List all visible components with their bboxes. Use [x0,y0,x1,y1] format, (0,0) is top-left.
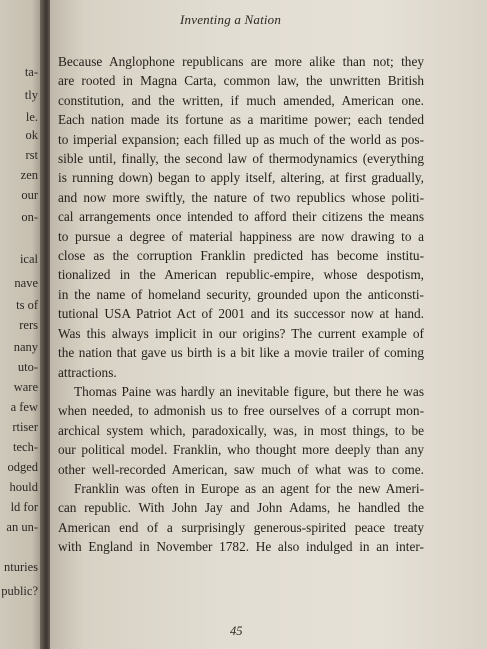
page-number: 45 [230,624,243,638]
text-line: American end of a surprisingly generous-spirited peace treaty [58,519,424,535]
left-page-fragment: on- [21,210,38,224]
left-page-fragment: nany [13,340,38,354]
left-page-fragment: public? [1,584,38,598]
text-line: and now more swiftly, the nature of two republics whose politi- [58,189,424,205]
left-page-fragment: ical [19,252,38,266]
text-line: with England in November 1782. He also indulged in an inter- [58,539,424,555]
text-line: constitution, and the written, if much amended, American one. [58,92,424,108]
text-line: the nation that gave us birth is a bit like a movie trailer of coming [58,345,424,361]
left-page-fragment: uto- [17,360,38,374]
text-line: can republic. With John Jay and John Adams, he handled the [58,500,424,516]
left-page-fragment: le. [25,110,38,124]
text-line: attractions. [58,364,117,380]
text-line: archical system which, paradoxically, was, in most things, to be [58,422,424,438]
text-line: close as the corruption Franklin predicted has become institu- [58,248,424,264]
text-line: Because Anglophone republicans are more alike than not; they [58,54,424,69]
left-page-fragment: nave [14,276,38,290]
left-page-fragment: zen [20,168,38,182]
left-page-fragment: hould [9,480,38,494]
body-text [58,52,424,557]
text-line: Was this always implicit in our origins? The current example of [58,325,424,341]
left-page-fragment: rtiser [12,420,38,434]
left-page-fragment: rst [25,148,38,162]
left-page-fragment: ware [13,380,38,394]
text-line: tionalized in the American republic-empire, whose despotism, [58,267,424,283]
text-line: cal arrangements once intended to afford their citizens the means [58,209,424,225]
right-page [50,0,487,649]
left-page-fragment: odged [7,460,38,474]
text-line: to imperial expansion; each filled up as much of the world as pos- [58,131,424,147]
text-line: is running down) began to apply itself, altering, at first gradually, [58,170,424,186]
left-page-fragment: a few [10,400,38,414]
text-line: other well-recorded American, saw much of what was to come. [58,461,424,477]
left-page-fragment: rers [19,318,38,332]
left-page-fragment: ld for [10,500,38,514]
text-line: are rooted in Magna Carta, common law, the unwritten British [58,73,424,89]
left-page-fragment: our [21,188,38,202]
left-page-fragment: ta- [24,65,38,79]
left-page-fragment: nturies [3,560,38,574]
text-line: Franklin was often in Europe as an agent for the new Ameri- [74,480,424,496]
text-line: Thomas Paine was hardly an inevitable figure, but there he was [74,383,424,399]
running-head: Inventing a Nation [180,12,282,27]
text-line: Each nation made its fortune as a maritime power; each tended [58,112,424,128]
left-page-fragment: ok [25,128,38,142]
text-line: sible until, finally, the second law of thermodynamics (everything [58,151,424,167]
left-page-fragment: tech- [13,440,38,454]
text-line: to pursue a degree of material happiness are now drawing to a [58,228,424,244]
text-line: tutional USA Patriot Act of 2001 and its successor now at hand. [58,306,424,322]
left-page-fragment: an un- [6,520,38,534]
left-page-fragment: tly [24,88,38,102]
left-page-fragment: ts of [16,298,38,312]
text-line: when needed, to admonish us to free ourselves of a corrupt mon- [58,403,424,419]
text-line: our political model. Franklin, who thought more deeply than any [58,442,424,458]
text-line: in the name of homeland security, grounded upon the anticonsti- [58,286,424,302]
